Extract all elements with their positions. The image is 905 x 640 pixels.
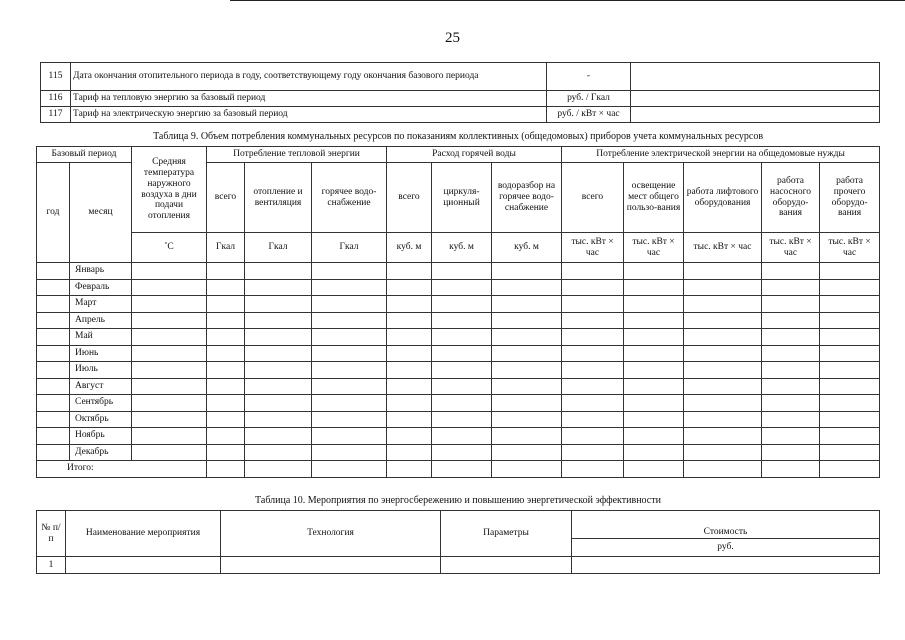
page-number: 25 bbox=[445, 30, 460, 46]
value-cell bbox=[762, 296, 820, 313]
header-pump-equipment: работа насосного оборудо-вания bbox=[762, 163, 820, 233]
value-cell bbox=[312, 345, 387, 362]
value-cell bbox=[432, 362, 492, 379]
value-cell bbox=[820, 345, 880, 362]
value-cell bbox=[562, 329, 624, 346]
value-cell bbox=[624, 378, 684, 395]
value-cell bbox=[132, 312, 207, 329]
unit-cell: Гкал bbox=[245, 233, 312, 263]
value-cell bbox=[132, 263, 207, 280]
value-cell bbox=[492, 428, 562, 445]
month-row bbox=[37, 378, 880, 395]
header-other-equipment: работа прочего оборудо-вания bbox=[820, 163, 880, 233]
value-cell bbox=[492, 378, 562, 395]
value-cell bbox=[432, 329, 492, 346]
value-cell bbox=[684, 411, 762, 428]
value-cell bbox=[132, 428, 207, 445]
value-cell bbox=[820, 395, 880, 412]
value-cell bbox=[820, 312, 880, 329]
month-label: Февраль bbox=[70, 279, 132, 296]
unit-cell: ˚С bbox=[132, 233, 207, 263]
year-cell bbox=[37, 329, 70, 346]
value-cell bbox=[387, 395, 432, 412]
value-cell bbox=[684, 345, 762, 362]
parameter-value bbox=[631, 63, 880, 91]
unit-cell: тыс. кВт × час bbox=[624, 233, 684, 263]
year-cell bbox=[37, 395, 70, 412]
value-cell bbox=[562, 279, 624, 296]
parameter-number: 115 bbox=[41, 63, 71, 91]
value-cell bbox=[562, 312, 624, 329]
value-cell bbox=[562, 362, 624, 379]
month-label: Июнь bbox=[70, 345, 132, 362]
value-cell bbox=[820, 444, 880, 461]
value-cell bbox=[245, 428, 312, 445]
header-hot-water: Расход горячей воды bbox=[387, 147, 562, 163]
header-common-lighting: освещение мест общего пользо-вания bbox=[624, 163, 684, 233]
value-cell bbox=[432, 263, 492, 280]
value-cell bbox=[387, 263, 432, 280]
month-row bbox=[37, 345, 880, 362]
value-cell bbox=[207, 395, 245, 412]
unit-cell: куб. м bbox=[387, 233, 432, 263]
value-cell bbox=[245, 296, 312, 313]
month-label: Май bbox=[70, 329, 132, 346]
table-9-resource-consumption bbox=[36, 128, 880, 478]
value-cell bbox=[312, 329, 387, 346]
value-cell bbox=[312, 312, 387, 329]
value-cell bbox=[624, 263, 684, 280]
value-cell bbox=[562, 395, 624, 412]
value-cell bbox=[312, 428, 387, 445]
header-year: год bbox=[37, 163, 70, 263]
value-cell bbox=[762, 444, 820, 461]
parameter-unit: - bbox=[547, 63, 631, 91]
month-label: Сентябрь bbox=[70, 395, 132, 412]
value-cell bbox=[245, 444, 312, 461]
value-cell bbox=[245, 411, 312, 428]
value-cell bbox=[207, 411, 245, 428]
month-label: Июль bbox=[70, 362, 132, 379]
month-row bbox=[37, 279, 880, 296]
value-cell bbox=[624, 329, 684, 346]
value-cell bbox=[207, 263, 245, 280]
value-cell bbox=[492, 362, 562, 379]
year-cell bbox=[37, 279, 70, 296]
value-cell bbox=[432, 395, 492, 412]
value-cell bbox=[432, 279, 492, 296]
header-water-draw: водоразбор на горячее водо-снабжение bbox=[492, 163, 562, 233]
value-cell bbox=[207, 296, 245, 313]
header-heat-consumption: Потребление тепловой энергии bbox=[207, 147, 387, 163]
month-label: Октябрь bbox=[70, 411, 132, 428]
value-cell bbox=[387, 279, 432, 296]
value-cell bbox=[432, 312, 492, 329]
month-label: Ноябрь bbox=[70, 428, 132, 445]
header-cost: Стоимость bbox=[572, 511, 880, 539]
cost-unit: руб. bbox=[572, 539, 880, 557]
value-cell bbox=[207, 428, 245, 445]
parameter-number: 117 bbox=[41, 107, 71, 123]
value-cell bbox=[624, 428, 684, 445]
value-cell bbox=[312, 279, 387, 296]
value-cell bbox=[432, 296, 492, 313]
parameter-unit: руб. / Гкал bbox=[547, 91, 631, 107]
value-cell bbox=[387, 411, 432, 428]
value-cell bbox=[820, 411, 880, 428]
month-label: Август bbox=[70, 378, 132, 395]
value-cell bbox=[820, 296, 880, 313]
parameter-row bbox=[41, 63, 880, 91]
value-cell bbox=[762, 345, 820, 362]
header-parameters: Параметры bbox=[441, 511, 572, 557]
value-cell bbox=[207, 345, 245, 362]
parameter-number: 116 bbox=[41, 91, 71, 107]
unit-cell: Гкал bbox=[312, 233, 387, 263]
month-label: Декабрь bbox=[70, 444, 132, 461]
header-electric-total: всего bbox=[562, 163, 624, 233]
header-technology: Технология bbox=[221, 511, 441, 557]
value-cell bbox=[820, 378, 880, 395]
year-cell bbox=[37, 263, 70, 280]
unit-cell: тыс. кВт × час bbox=[762, 233, 820, 263]
year-cell bbox=[37, 362, 70, 379]
value-cell bbox=[387, 362, 432, 379]
row-number: 1 bbox=[37, 557, 66, 574]
table-10-caption: Таблица 10. Мероприятия по энергосбережению и повышению энергетической эффективности bbox=[255, 494, 661, 506]
value-cell bbox=[132, 444, 207, 461]
value-cell bbox=[562, 428, 624, 445]
value-cell bbox=[820, 428, 880, 445]
value-cell bbox=[562, 378, 624, 395]
value-cell bbox=[624, 279, 684, 296]
value-cell bbox=[684, 263, 762, 280]
unit-cell: куб. м bbox=[492, 233, 562, 263]
value-cell bbox=[624, 312, 684, 329]
header-heating-ventilation: отопление и вентиляция bbox=[245, 163, 312, 233]
value-cell bbox=[624, 296, 684, 313]
table-9-caption: Таблица 9. Объем потребления коммунальных ресурсов по показаниям коллективных (общедомовых) приборов учета коммунальных ресурсов bbox=[153, 131, 764, 143]
value-cell bbox=[684, 279, 762, 296]
value-cell bbox=[820, 362, 880, 379]
value-cell bbox=[245, 329, 312, 346]
month-row bbox=[37, 312, 880, 329]
header-electric-consumption: Потребление электрической энергии на общедомовые нужды bbox=[562, 147, 880, 163]
value-cell bbox=[207, 329, 245, 346]
value-cell bbox=[624, 444, 684, 461]
value-cell bbox=[684, 296, 762, 313]
value-cell bbox=[432, 444, 492, 461]
value-cell bbox=[492, 329, 562, 346]
value-cell bbox=[432, 345, 492, 362]
parameter-description: Тариф на электрическую энергию за базовый период bbox=[71, 107, 547, 123]
value-cell bbox=[245, 345, 312, 362]
value-cell bbox=[132, 296, 207, 313]
value-cell bbox=[312, 444, 387, 461]
month-row bbox=[37, 411, 880, 428]
parameter-description: Тариф на тепловую энергию за базовый период bbox=[71, 91, 547, 107]
value-cell bbox=[132, 378, 207, 395]
value-cell bbox=[492, 312, 562, 329]
value-cell bbox=[207, 312, 245, 329]
value-cell bbox=[387, 428, 432, 445]
year-cell bbox=[37, 296, 70, 313]
month-row bbox=[37, 362, 880, 379]
value-cell bbox=[762, 312, 820, 329]
parameters-table bbox=[40, 62, 880, 123]
year-cell bbox=[37, 312, 70, 329]
unit-cell: тыс. кВт × час bbox=[562, 233, 624, 263]
value-cell bbox=[684, 444, 762, 461]
value-cell bbox=[492, 411, 562, 428]
year-cell bbox=[37, 345, 70, 362]
value-cell bbox=[492, 444, 562, 461]
month-row bbox=[37, 428, 880, 445]
value-cell bbox=[207, 279, 245, 296]
value-cell bbox=[432, 428, 492, 445]
header-heat-total: всего bbox=[207, 163, 245, 233]
value-cell bbox=[207, 378, 245, 395]
month-row bbox=[37, 263, 880, 280]
value-cell bbox=[387, 329, 432, 346]
value-cell bbox=[387, 296, 432, 313]
value-cell bbox=[312, 263, 387, 280]
header-base-period: Базовый период bbox=[37, 147, 132, 163]
year-cell bbox=[37, 378, 70, 395]
unit-cell: тыс. кВт × час bbox=[684, 233, 762, 263]
value-cell bbox=[245, 279, 312, 296]
total-label: Итого: bbox=[37, 461, 207, 478]
month-row bbox=[37, 296, 880, 313]
value-cell bbox=[562, 296, 624, 313]
value-cell bbox=[492, 279, 562, 296]
value-cell bbox=[132, 279, 207, 296]
value-cell bbox=[762, 428, 820, 445]
header-hot-water-supply: горячее водо-снабжение bbox=[312, 163, 387, 233]
parameter-row bbox=[41, 107, 880, 123]
table-10-energy-saving-measures bbox=[36, 491, 880, 574]
value-cell bbox=[684, 362, 762, 379]
value-cell bbox=[312, 362, 387, 379]
value-cell bbox=[624, 395, 684, 412]
value-cell bbox=[562, 411, 624, 428]
value-cell bbox=[387, 312, 432, 329]
month-row bbox=[37, 444, 880, 461]
unit-cell: куб. м bbox=[432, 233, 492, 263]
value-cell bbox=[762, 362, 820, 379]
year-cell bbox=[37, 411, 70, 428]
value-cell bbox=[312, 378, 387, 395]
value-cell bbox=[684, 312, 762, 329]
value-cell bbox=[492, 263, 562, 280]
parameter-description: Дата окончания отопительного периода в году, соответствующему году окончания базового периода bbox=[71, 63, 547, 91]
value-cell bbox=[684, 378, 762, 395]
value-cell bbox=[132, 411, 207, 428]
value-cell bbox=[684, 395, 762, 412]
header-lift-equipment: работа лифтового оборудования bbox=[684, 163, 762, 233]
parameter-unit: руб. / кВт × час bbox=[547, 107, 631, 123]
value-cell bbox=[762, 279, 820, 296]
value-cell bbox=[762, 329, 820, 346]
value-cell bbox=[245, 395, 312, 412]
month-row bbox=[37, 329, 880, 346]
value-cell bbox=[762, 263, 820, 280]
value-cell bbox=[762, 378, 820, 395]
value-cell bbox=[132, 345, 207, 362]
parameter-value bbox=[631, 91, 880, 107]
value-cell bbox=[492, 395, 562, 412]
value-cell bbox=[312, 296, 387, 313]
header-circulation: циркуля-ционный bbox=[432, 163, 492, 233]
value-cell bbox=[762, 411, 820, 428]
parameter-value bbox=[631, 107, 880, 123]
value-cell bbox=[432, 378, 492, 395]
value-cell bbox=[684, 428, 762, 445]
value-cell bbox=[432, 411, 492, 428]
value-cell bbox=[624, 411, 684, 428]
value-cell bbox=[245, 263, 312, 280]
value-cell bbox=[312, 395, 387, 412]
value-cell bbox=[820, 263, 880, 280]
value-cell bbox=[207, 362, 245, 379]
value-cell bbox=[624, 362, 684, 379]
value-cell bbox=[762, 395, 820, 412]
header-month: месяц bbox=[70, 163, 132, 263]
month-label: Апрель bbox=[70, 312, 132, 329]
value-cell bbox=[820, 279, 880, 296]
value-cell bbox=[624, 345, 684, 362]
value-cell bbox=[387, 378, 432, 395]
month-label: Март bbox=[70, 296, 132, 313]
value-cell bbox=[492, 345, 562, 362]
year-cell bbox=[37, 428, 70, 445]
value-cell bbox=[820, 329, 880, 346]
value-cell bbox=[562, 345, 624, 362]
unit-cell: Гкал bbox=[207, 233, 245, 263]
value-cell bbox=[132, 362, 207, 379]
month-row bbox=[37, 395, 880, 412]
value-cell bbox=[312, 411, 387, 428]
header-measure-name: Наименование мероприятия bbox=[66, 511, 221, 557]
header-avg-temperature: Средняя температура наружного воздуха в дни подачи отопления bbox=[132, 147, 207, 233]
header-number: № п/п bbox=[37, 511, 66, 557]
unit-cell: тыс. кВт × час bbox=[820, 233, 880, 263]
header-hot-water-total: всего bbox=[387, 163, 432, 233]
value-cell bbox=[562, 263, 624, 280]
parameter-row bbox=[41, 91, 880, 107]
value-cell bbox=[207, 444, 245, 461]
month-label: Январь bbox=[70, 263, 132, 280]
value-cell bbox=[387, 444, 432, 461]
value-cell bbox=[562, 444, 624, 461]
value-cell bbox=[684, 329, 762, 346]
value-cell bbox=[387, 345, 432, 362]
year-cell bbox=[37, 444, 70, 461]
value-cell bbox=[245, 362, 312, 379]
value-cell bbox=[132, 329, 207, 346]
value-cell bbox=[492, 296, 562, 313]
value-cell bbox=[132, 395, 207, 412]
value-cell bbox=[245, 378, 312, 395]
value-cell bbox=[245, 312, 312, 329]
top-rule bbox=[230, 0, 905, 1]
